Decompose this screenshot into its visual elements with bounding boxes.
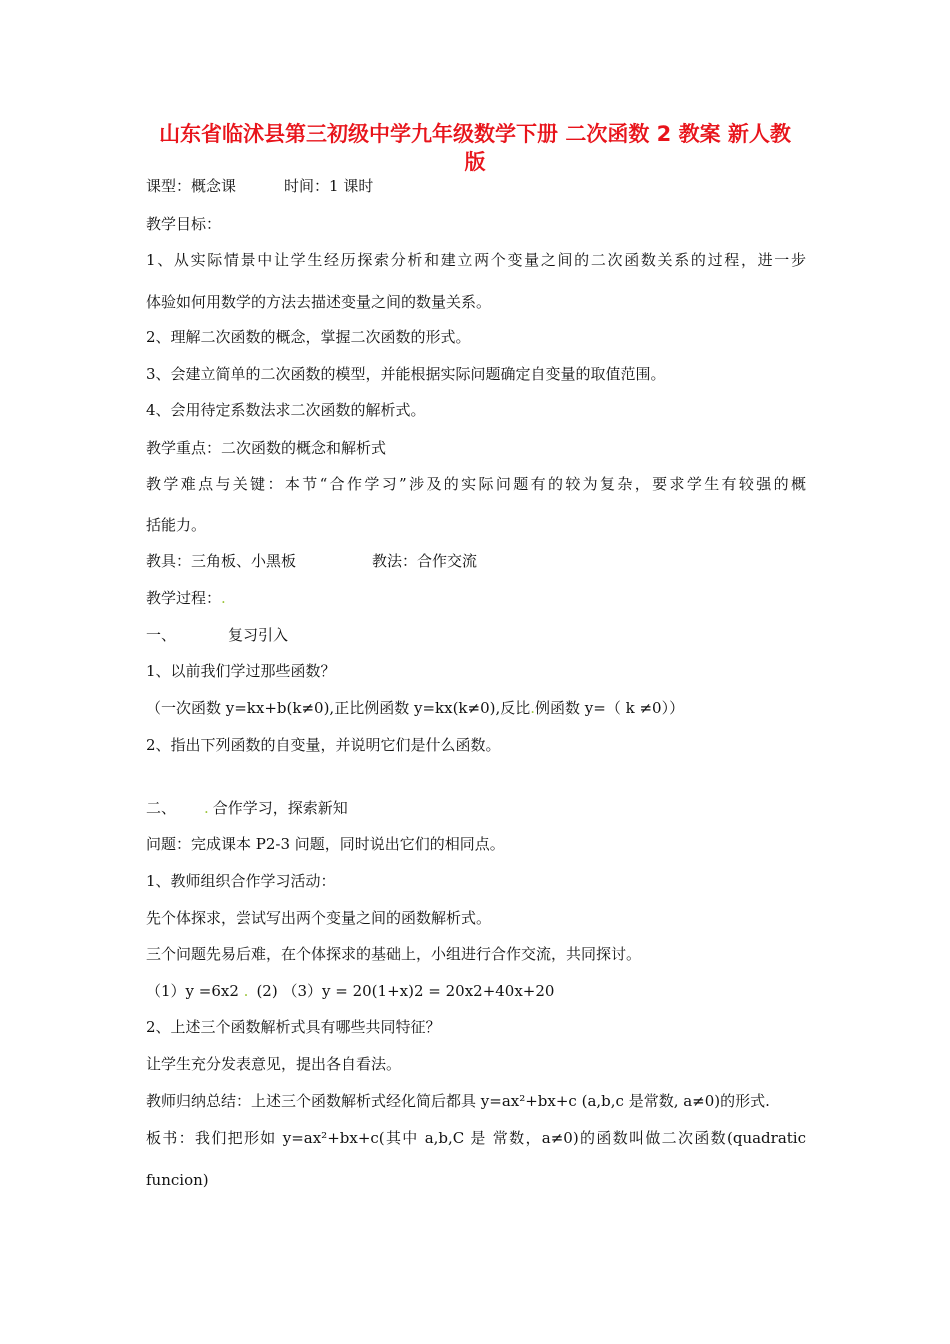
objective-1-line-2: 体验如何用数学的方法去描述变量之间的数量关系。 — [146, 293, 492, 311]
formulas — [146, 981, 554, 1001]
section-1-number: 一、 — [146, 626, 177, 644]
tools-method — [146, 551, 477, 571]
difficulty-line-2: 括能力。 — [146, 516, 207, 534]
objective-1-line-1: 1、从实际情景中让学生经历探索分析和建立两个变量之间的二次函数关系的过程，进一步 — [146, 251, 806, 269]
objectives-heading: 教学目标： — [146, 215, 222, 233]
document-title — [140, 120, 810, 176]
course-type: 课型：概念课 — [146, 177, 237, 195]
difficulty-line-1: 教学难点与关键：本节“合作学习”涉及的实际问题有的较为复杂，要求学生有较强的概 — [146, 475, 806, 493]
course-time: 时间：1 课时 — [284, 177, 374, 195]
formula-1: （1）y =6x2 — [146, 982, 239, 1000]
activity-2-detail: 让学生充分发表意见，提出各自看法。 — [146, 1055, 402, 1073]
question-1: 1、以前我们学过那些函数？ — [146, 662, 336, 680]
key-point: 教学重点：二次函数的概念和解析式 — [146, 439, 387, 457]
formula-2-3: (2) （3）y = 20(1+x)2 = 20x2+40x+20 — [256, 982, 555, 1000]
answer-part-b: 例函数 y=（ k ≠0）） — [535, 699, 685, 717]
objective-3: 3、会建立简单的二次函数的模型，并能根据实际问题确定自变量的取值范围。 — [146, 365, 666, 383]
objective-2: 2、理解二次函数的概念，掌握二次函数的形式。 — [146, 328, 471, 346]
teacher-summary: 教师归纳总结：上述三个函数解析式经化简后都具 y=ax²+bx+c (a,b,c 是常数, a≠0)的形式. — [146, 1092, 770, 1110]
dot-mark: . — [221, 589, 226, 607]
activity-2: 2、上述三个函数解析式具有哪些共同特征？ — [146, 1018, 441, 1036]
section-2-heading — [146, 798, 348, 818]
course-meta — [146, 176, 373, 196]
board-line-2: funcion) — [146, 1171, 209, 1189]
title-line-2: 版 — [464, 150, 486, 174]
question-1-answer — [146, 698, 684, 718]
dot-mark: . — [238, 982, 249, 1000]
process-heading-text: 教学过程： — [146, 589, 222, 607]
activity-1: 1、教师组织合作学习活动： — [146, 872, 336, 890]
activity-1-detail: 先个体探求，尝试写出两个变量之间的函数解析式。 — [146, 909, 492, 927]
problem: 问题：完成课本 P2-3 问题，同时说出它们的相同点。 — [146, 835, 505, 853]
teaching-tools: 教具：三角板、小黑板 — [146, 552, 297, 570]
detail-2-part-a: 三 — [146, 945, 162, 963]
section-2-number: 二、 — [146, 799, 177, 817]
section-2-title: 合作学习，探索新知 — [212, 799, 348, 817]
teaching-method: 教法：合作交流 — [372, 552, 478, 570]
question-2: 2、指出下列函数的自变量，并说明它们是什么函数。 — [146, 736, 501, 754]
section-1-title: 复习引入 — [228, 626, 289, 644]
dot-mark: . — [530, 699, 536, 717]
activity-1-detail-2 — [146, 944, 641, 964]
objective-4: 4、会用待定系数法求二次函数的解析式。 — [146, 401, 426, 419]
process-heading — [146, 588, 226, 608]
title-line-1: 山东省临沭县第三初级中学九年级数学下册 二次函数 2 教案 新人教 — [159, 122, 791, 146]
section-1-heading — [146, 625, 288, 645]
dot-mark: . — [204, 799, 209, 817]
board-line-1: 板书：我们把形如 y=ax²+bx+c(其中 a,b,C 是 常数，a≠0)的函数叫做二次函数(quadratic — [146, 1129, 806, 1147]
answer-part-a: （一次函数 y=kx+b(k≠0),正比例函数 y=kx(k≠0),反比 — [146, 699, 531, 717]
detail-2-part-b: 个问题先易后难，在个体探求的基础上，小组进行合作交流，共同探讨。 — [161, 945, 642, 963]
